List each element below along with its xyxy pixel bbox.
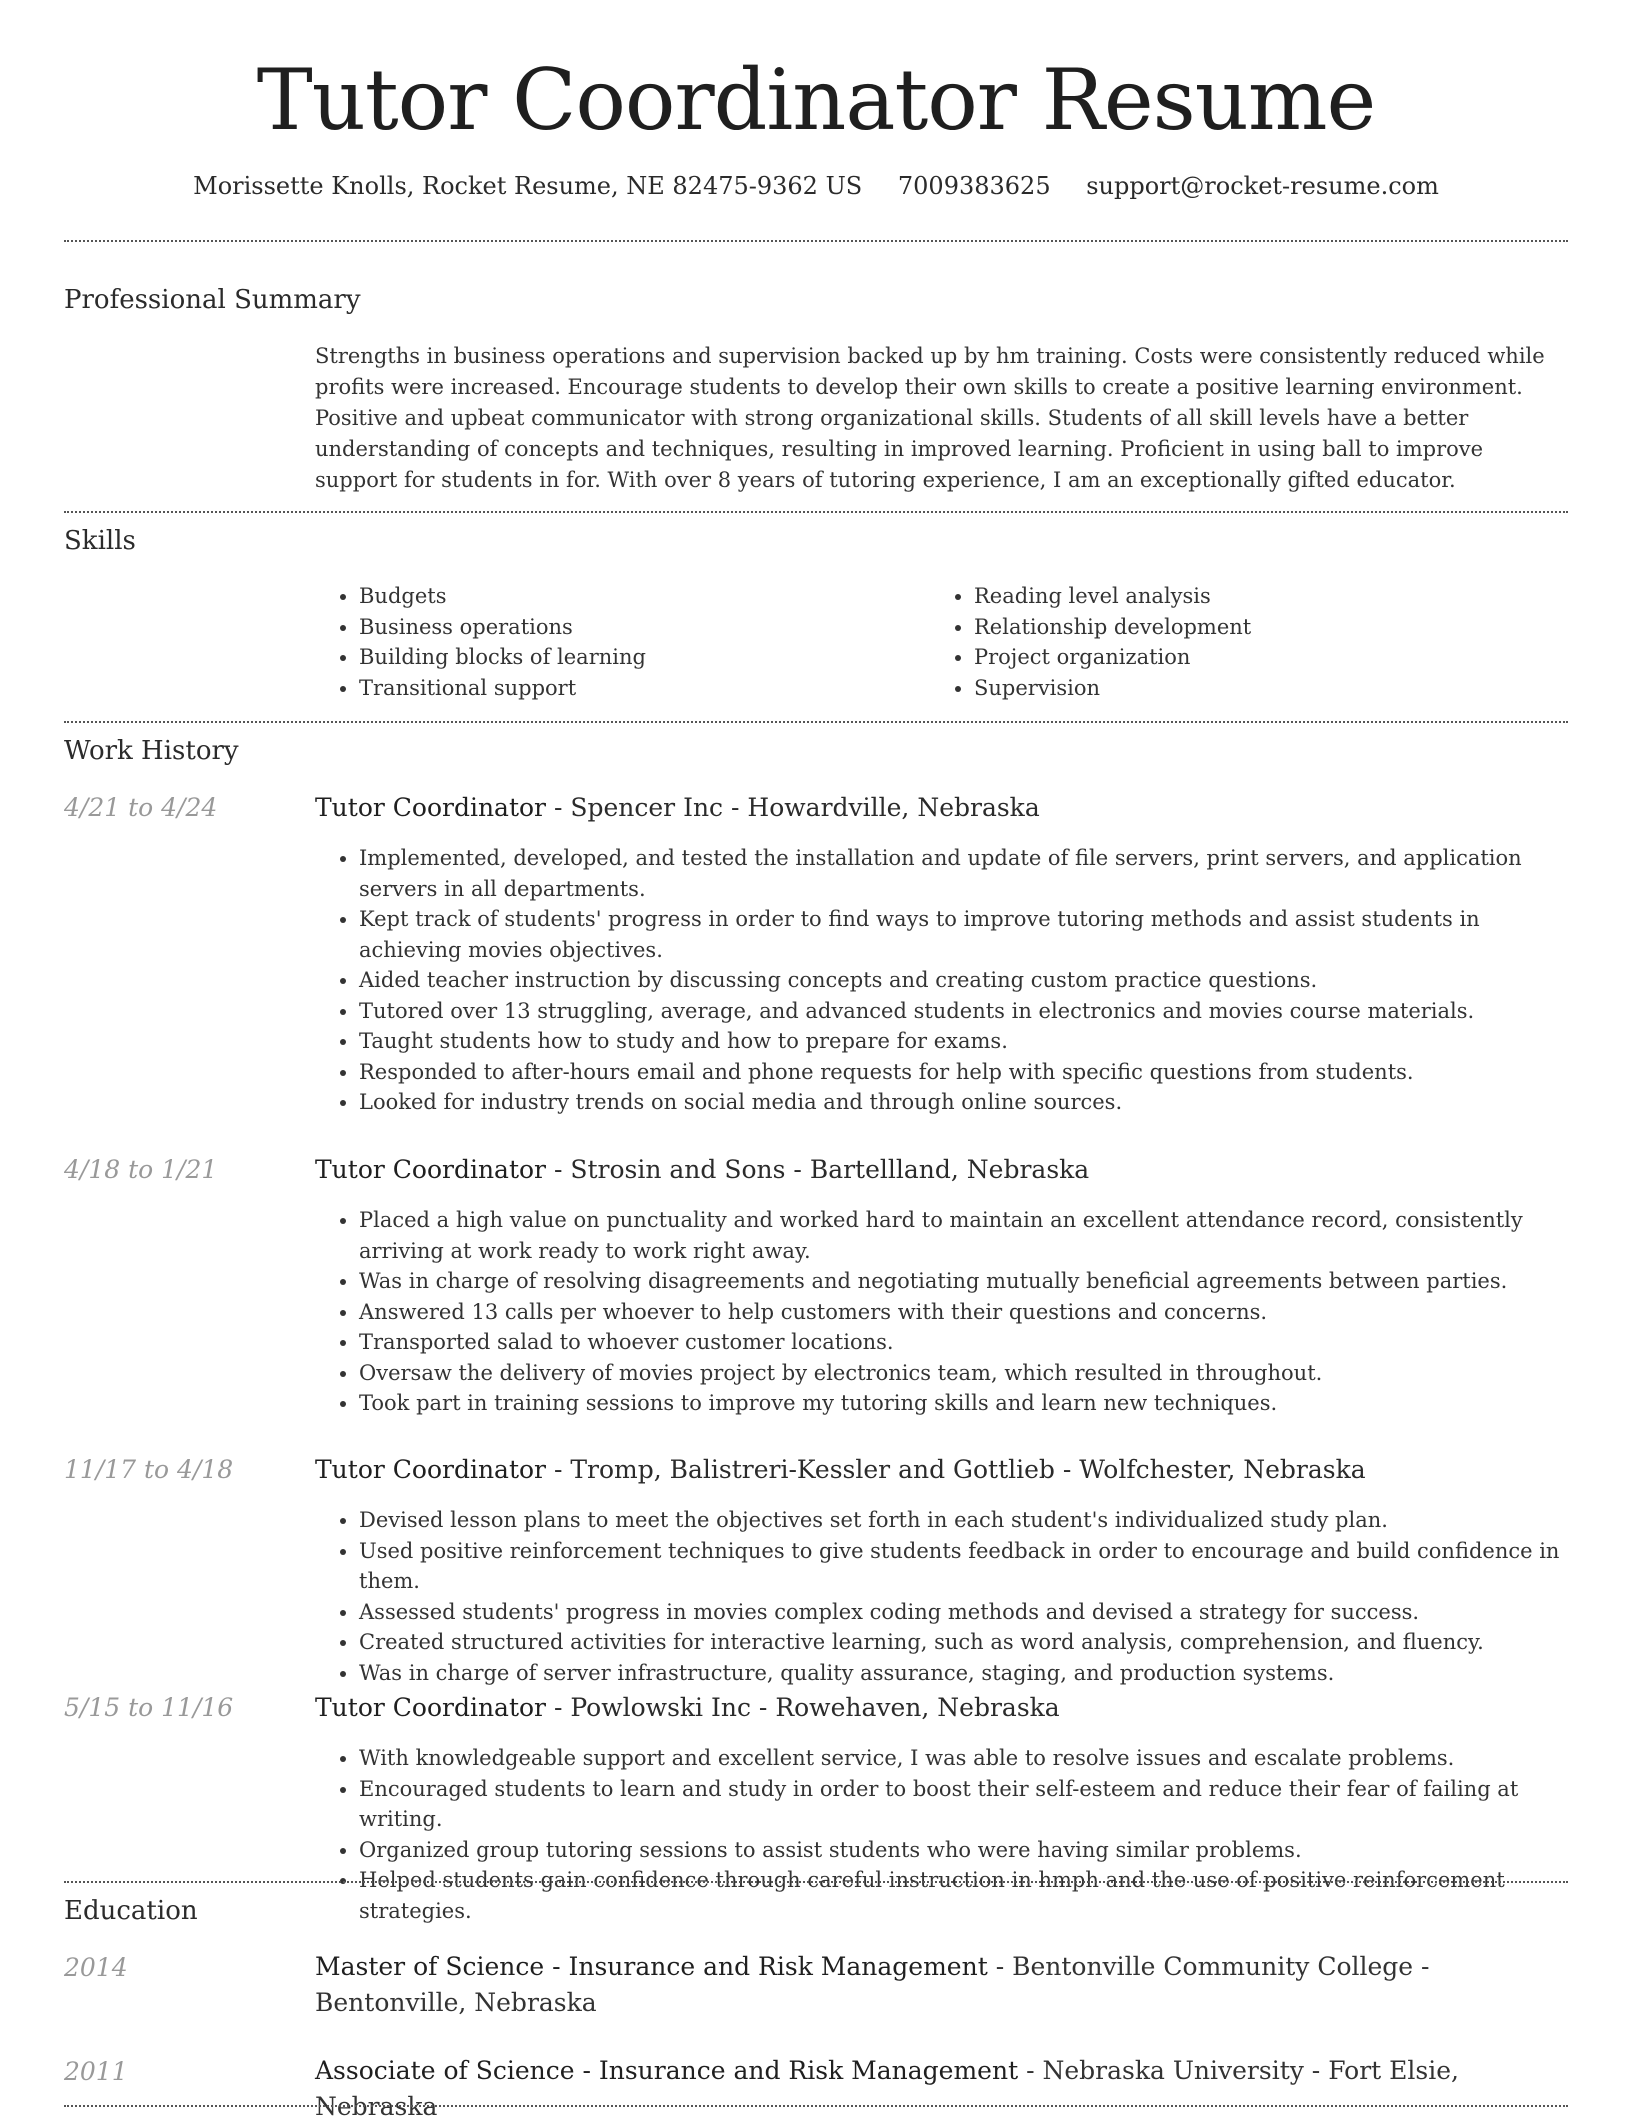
job-role: Tutor Coordinator — [315, 1693, 547, 1722]
education-school: Bentonville Community College — [1012, 1952, 1414, 1981]
skill-item: • Building blocks of learning — [359, 642, 915, 673]
job-bullet: • With knowledgeable support and excellent service, I was able to resolve issues and escalate problems. — [359, 1743, 1567, 1774]
job-bullet: • Was in charge of resolving disagreements and negotiating mutually beneficial agreements between parties. — [359, 1266, 1567, 1297]
job-role: Tutor Coordinator — [315, 793, 547, 822]
job-dates: 4/18 to 1/21 — [64, 1155, 218, 1184]
education-school: Nebraska University — [1042, 2056, 1304, 2085]
education-location: Fort Elsie, Nebraska — [315, 2056, 1459, 2121]
skill-item: • Transitional support — [359, 673, 915, 704]
job-bullet: • Answered 13 calls per whoever to help customers with their questions and concerns. — [359, 1297, 1567, 1328]
contact-phone: 7009383625 — [897, 172, 1051, 200]
job-location: Howardville, Nebraska — [747, 793, 1040, 822]
job-title-line: Tutor Coordinator - Tromp, Balistreri-Kessler and Gottlieb - Wolfchester, Nebraska — [315, 1455, 1366, 1484]
education-heading: Education — [64, 1896, 198, 1926]
job-bullet: • Responded to after-hours email and phone requests for help with specific questions from students. — [359, 1057, 1567, 1088]
job-company: Strosin and Sons — [570, 1155, 786, 1184]
education-degree: Associate of Science - Insurance and Risk Management — [315, 2056, 1019, 2085]
divider — [64, 240, 1568, 242]
job-company: Tromp, Balistreri-Kessler and Gottlieb — [570, 1455, 1055, 1484]
divider — [64, 721, 1568, 723]
job-bullet: • Assessed students' progress in movies complex coding methods and devised a strategy for success. — [359, 1597, 1567, 1628]
job-bullet: • Helped students gain confidence through careful instruction in hmph and the use of positive reinforcement strategies. — [359, 1865, 1567, 1926]
education-location: Bentonville, Nebraska — [315, 1988, 597, 2017]
job-bullet: • Aided teacher instruction by discussing concepts and creating custom practice questions. — [359, 965, 1567, 996]
job-company: Powlowski Inc — [570, 1693, 751, 1722]
skills-right-column — [930, 581, 1560, 703]
job-title-line: Tutor Coordinator - Powlowski Inc - Rowehaven, Nebraska — [315, 1693, 1060, 1722]
job-role: Tutor Coordinator — [315, 1155, 547, 1184]
job-bullets — [315, 843, 1567, 1118]
resume-title: Tutor Coordinator Resume — [256, 51, 1376, 149]
job-bullet: • Implemented, developed, and tested the installation and update of file servers, print servers, and application servers in all departments. — [359, 843, 1567, 904]
job-bullet: • Created structured activities for interactive learning, such as word analysis, comprehension, and fluency. — [359, 1627, 1567, 1658]
skills-left-column — [315, 581, 915, 703]
education-year: 2014 — [64, 1953, 128, 1982]
contact-email[interactable]: support@rocket-resume.com — [1086, 172, 1439, 200]
job-title-line: Tutor Coordinator - Strosin and Sons - Bartellland, Nebraska — [315, 1155, 1090, 1184]
contact-line — [0, 168, 1632, 204]
job-role: Tutor Coordinator — [315, 1455, 547, 1484]
skill-item: • Budgets — [359, 581, 915, 612]
job-bullet: • Oversaw the delivery of movies project by electronics team, which resulted in throughout. — [359, 1358, 1567, 1389]
summary-heading: Professional Summary — [64, 285, 361, 315]
skill-item: • Relationship development — [974, 612, 1560, 643]
job-bullet: • Was in charge of server infrastructure, quality assurance, staging, and production systems. — [359, 1658, 1567, 1689]
skills-heading: Skills — [64, 526, 136, 556]
divider — [64, 511, 1568, 513]
skill-item: • Supervision — [974, 673, 1560, 704]
job-bullet: • Took part in training sessions to improve my tutoring skills and learn new techniques. — [359, 1388, 1567, 1419]
job-bullets — [315, 1205, 1567, 1419]
divider — [64, 1881, 1568, 1883]
skill-item: • Reading level analysis — [974, 581, 1560, 612]
job-location: Rowehaven, Nebraska — [775, 1693, 1060, 1722]
job-dates: 5/15 to 11/16 — [64, 1693, 234, 1722]
job-bullet: • Devised lesson plans to meet the objectives set forth in each student's individualized study plan. — [359, 1505, 1567, 1536]
skill-item: • Project organization — [974, 642, 1560, 673]
work-history-heading: Work History — [64, 736, 239, 766]
education-year: 2011 — [64, 2057, 128, 2086]
divider — [64, 2105, 1568, 2107]
job-bullet: • Looked for industry trends on social media and through online sources. — [359, 1087, 1567, 1118]
job-company: Spencer Inc — [570, 793, 724, 822]
job-location: Bartellland, Nebraska — [809, 1155, 1090, 1184]
job-bullet: • Encouraged students to learn and study in order to boost their self-esteem and reduce their fear of failing at writing. — [359, 1774, 1567, 1835]
job-bullets — [315, 1505, 1567, 1688]
job-dates: 4/21 to 4/24 — [64, 793, 218, 822]
job-bullet: • Organized group tutoring sessions to assist students who were having similar problems. — [359, 1835, 1567, 1866]
skill-item: • Business operations — [359, 612, 915, 643]
job-bullet: • Placed a high value on punctuality and worked hard to maintain an excellent attendance record, consistently arriving at work ready to work right away. — [359, 1205, 1567, 1266]
job-title-line: Tutor Coordinator - Spencer Inc - Howardville, Nebraska — [315, 793, 1040, 822]
job-bullet: • Used positive reinforcement techniques to give students feedback in order to encourage and build confidence in them. — [359, 1536, 1567, 1597]
education-entry: Master of Science - Insurance and Risk Management - Bentonville Community College - Bentonville, Nebraska — [315, 1952, 1430, 2017]
job-location: Wolfchester, Nebraska — [1079, 1455, 1366, 1484]
contact-address: Morissette Knolls, Rocket Resume, NE 82475-9362 US — [193, 172, 863, 200]
summary-text: Strengths in business operations and supervision backed up by hm training. Costs were consistently reduced while profits were increased. Encourage students to develop their own skills to create a positive learning environment. Positive and upbeat communicator with strong organizational skills. Students of all skill levels have a better understanding of concepts and techniques, resulting in improved learning. Proficient in using ball to improve support for students in for. With over 8 years of tutoring experience, I am an exceptionally gifted educator. — [315, 344, 1545, 492]
job-dates: 11/17 to 4/18 — [64, 1455, 234, 1484]
job-bullets — [315, 1743, 1567, 1926]
job-bullet: • Kept track of students' progress in order to find ways to improve tutoring methods and assist students in achieving movies objectives. — [359, 904, 1567, 965]
job-bullet: • Tutored over 13 struggling, average, and advanced students in electronics and movies course materials. — [359, 996, 1567, 1027]
education-entry: Associate of Science - Insurance and Risk Management - Nebraska University - Fort Elsie, Nebraska — [315, 2056, 1459, 2121]
education-degree: Master of Science - Insurance and Risk Management — [315, 1952, 988, 1981]
job-bullet: • Transported salad to whoever customer locations. — [359, 1327, 1567, 1358]
summary-section — [315, 341, 1565, 496]
job-bullet: • Taught students how to study and how to prepare for exams. — [359, 1026, 1567, 1057]
